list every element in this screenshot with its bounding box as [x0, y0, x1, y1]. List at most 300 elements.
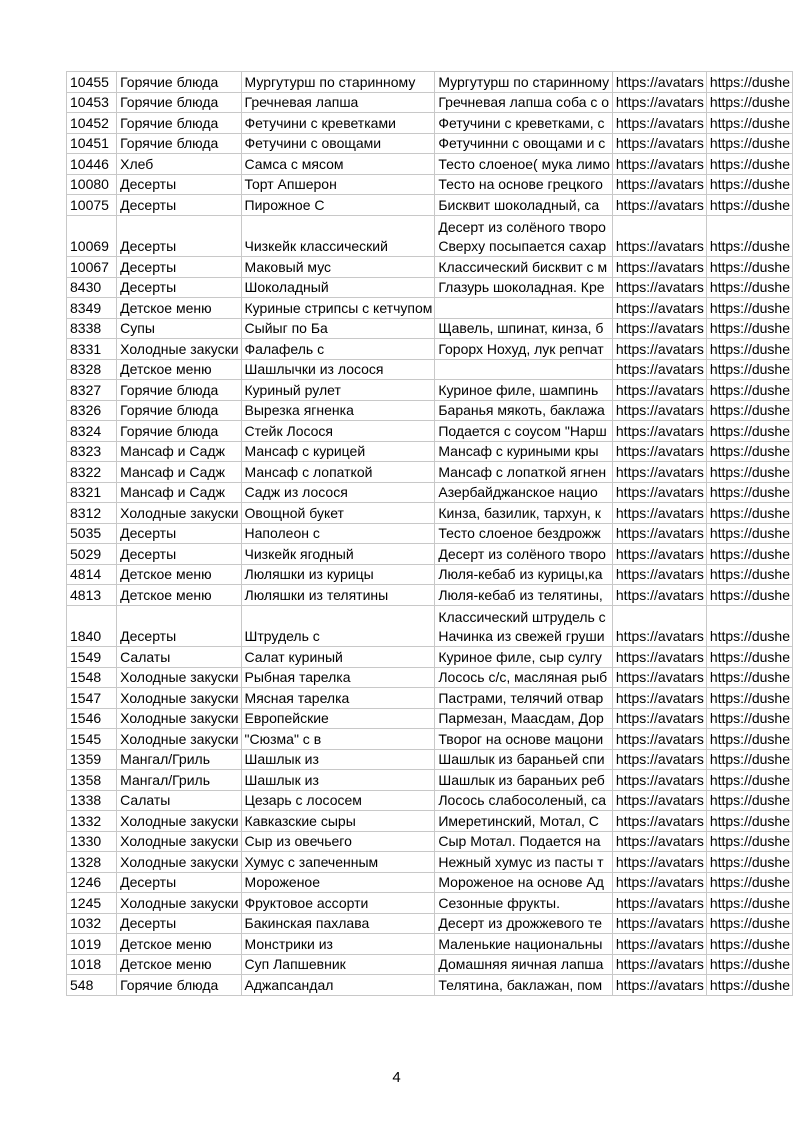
category-cell: Горячие блюда: [117, 380, 241, 401]
table-row: [67, 954, 793, 975]
table-row: [67, 339, 793, 360]
table-row: [67, 708, 793, 729]
link-url-cell: https://dushe: [706, 462, 792, 483]
item-id-cell: 8321: [67, 482, 117, 503]
item-id-cell: 8331: [67, 339, 117, 360]
category-cell: Детское меню: [117, 298, 241, 319]
item-id-cell: 8338: [67, 318, 117, 339]
item-id-cell: 1330: [67, 831, 117, 852]
dish-name-cell: Садж из лосося: [241, 482, 435, 503]
image-url-cell: https://avatars: [612, 647, 706, 668]
image-url-cell: https://avatars: [612, 523, 706, 544]
description-cell: Творог на основе мацони: [435, 729, 613, 750]
image-url-cell: https://avatars: [612, 257, 706, 278]
link-url-cell: https://dushe: [706, 790, 792, 811]
image-url-cell: https://avatars: [612, 893, 706, 914]
category-cell: Десерты: [117, 523, 241, 544]
description-cell: Горорх Нохуд, лук репчат: [435, 339, 613, 360]
table-row: [67, 277, 793, 298]
table-row: [67, 934, 793, 955]
link-url-cell: https://dushe: [706, 72, 792, 93]
image-url-cell: https://avatars: [612, 975, 706, 996]
category-cell: Десерты: [117, 195, 241, 216]
description-cell: Сезонные фрукты.: [435, 893, 613, 914]
item-id-cell: 8324: [67, 421, 117, 442]
category-cell: Детское меню: [117, 954, 241, 975]
table-row: [67, 729, 793, 750]
dish-name-cell: Фетучини с овощами: [241, 133, 435, 154]
image-url-cell: https://avatars: [612, 790, 706, 811]
item-id-cell: 10069: [67, 215, 117, 257]
description-cell: Азербайджанское нацио: [435, 482, 613, 503]
category-cell: Холодные закуски: [117, 831, 241, 852]
category-cell: Холодные закуски: [117, 729, 241, 750]
description-cell: Мансаф с куриными кры: [435, 441, 613, 462]
item-id-cell: 5029: [67, 544, 117, 565]
item-id-cell: 1328: [67, 852, 117, 873]
image-url-cell: https://avatars: [612, 277, 706, 298]
item-id-cell: 1359: [67, 749, 117, 770]
page-number: 4: [392, 1069, 401, 1086]
image-url-cell: https://avatars: [612, 811, 706, 832]
table-row: [67, 688, 793, 709]
link-url-cell: https://dushe: [706, 92, 792, 113]
category-cell: Холодные закуски: [117, 503, 241, 524]
table-row: [67, 359, 793, 380]
table-row: [67, 975, 793, 996]
category-cell: Салаты: [117, 790, 241, 811]
table-row: [67, 811, 793, 832]
link-url-cell: https://dushe: [706, 359, 792, 380]
link-url-cell: https://dushe: [706, 811, 792, 832]
table-row: [67, 421, 793, 442]
item-id-cell: 1549: [67, 647, 117, 668]
category-cell: Десерты: [117, 544, 241, 565]
dish-name-cell: Мургутурш по старинному: [241, 72, 435, 93]
link-url-cell: https://dushe: [706, 318, 792, 339]
dish-name-cell: Шоколадный: [241, 277, 435, 298]
category-cell: Холодные закуски: [117, 339, 241, 360]
dish-name-cell: Самса с мясом: [241, 154, 435, 175]
image-url-cell: https://avatars: [612, 503, 706, 524]
table-row: [67, 154, 793, 175]
item-id-cell: 8326: [67, 400, 117, 421]
table-row: [67, 749, 793, 770]
description-cell: [435, 298, 613, 319]
description-cell: Классический бисквит с м: [435, 257, 613, 278]
image-url-cell: https://avatars: [612, 708, 706, 729]
item-id-cell: 8327: [67, 380, 117, 401]
dish-name-cell: Чизкейк ягодный: [241, 544, 435, 565]
table-row: [67, 667, 793, 688]
link-url-cell: https://dushe: [706, 770, 792, 791]
table-row: [67, 215, 793, 257]
image-url-cell: https://avatars: [612, 667, 706, 688]
category-cell: Десерты: [117, 277, 241, 298]
cell-wrapped-line: Начинка из свежей груши: [438, 628, 605, 644]
category-cell: Горячие блюда: [117, 72, 241, 93]
image-url-cell: https://avatars: [612, 544, 706, 565]
category-cell: Детское меню: [117, 359, 241, 380]
dish-name-cell: Бакинская пахлава: [241, 913, 435, 934]
image-url-cell: https://avatars: [612, 441, 706, 462]
description-cell: Куриное филе, шампинь: [435, 380, 613, 401]
table-row: [67, 257, 793, 278]
link-url-cell: https://dushe: [706, 380, 792, 401]
image-url-cell: https://avatars: [612, 298, 706, 319]
link-url-cell: https://dushe: [706, 503, 792, 524]
dish-name-cell: Штрудель с: [241, 605, 435, 647]
description-cell: Домашняя яичная лапша: [435, 954, 613, 975]
link-url-cell: https://dushe: [706, 749, 792, 770]
category-cell: Мангал/Гриль: [117, 749, 241, 770]
dish-name-cell: Мясная тарелка: [241, 688, 435, 709]
category-cell: Супы: [117, 318, 241, 339]
link-url-cell: https://dushe: [706, 585, 792, 606]
table-row: [67, 893, 793, 914]
table-row: [67, 852, 793, 873]
table-row: [67, 544, 793, 565]
category-cell: Десерты: [117, 257, 241, 278]
item-id-cell: 4814: [67, 564, 117, 585]
spreadsheet-body: [67, 72, 793, 996]
description-cell: Тесто слоеное( мука лимо: [435, 154, 613, 175]
category-cell: Горячие блюда: [117, 421, 241, 442]
dish-name-cell: Фалафель с: [241, 339, 435, 360]
category-cell: Десерты: [117, 872, 241, 893]
item-id-cell: 8349: [67, 298, 117, 319]
item-id-cell: 8312: [67, 503, 117, 524]
item-id-cell: 10067: [67, 257, 117, 278]
table-row: [67, 195, 793, 216]
image-url-cell: https://avatars: [612, 688, 706, 709]
description-cell: Телятина, баклажан, пом: [435, 975, 613, 996]
dish-name-cell: Наполеон с: [241, 523, 435, 544]
link-url-cell: https://dushe: [706, 934, 792, 955]
item-id-cell: 10453: [67, 92, 117, 113]
category-cell: Горячие блюда: [117, 92, 241, 113]
table-row: [67, 92, 793, 113]
category-cell: Десерты: [117, 174, 241, 195]
item-id-cell: 1840: [67, 605, 117, 647]
link-url-cell: https://dushe: [706, 913, 792, 934]
description-cell: Кинза, базилик, тархун, к: [435, 503, 613, 524]
table-row: [67, 605, 793, 647]
category-cell: Горячие блюда: [117, 133, 241, 154]
cell-wrapped-line: Десерт из солёного творо: [438, 219, 606, 235]
description-cell: Маленькие национальны: [435, 934, 613, 955]
link-url-cell: https://dushe: [706, 605, 792, 647]
dish-name-cell: Шашлычки из лосося: [241, 359, 435, 380]
category-cell: Детское меню: [117, 585, 241, 606]
description-cell: Пастрами, телячий отвар: [435, 688, 613, 709]
link-url-cell: https://dushe: [706, 215, 792, 257]
link-url-cell: https://dushe: [706, 174, 792, 195]
item-id-cell: 1546: [67, 708, 117, 729]
link-url-cell: https://dushe: [706, 975, 792, 996]
item-id-cell: 10075: [67, 195, 117, 216]
image-url-cell: https://avatars: [612, 380, 706, 401]
table-row: [67, 564, 793, 585]
dish-name-cell: Салат куриный: [241, 647, 435, 668]
table-row: [67, 72, 793, 93]
table-row: [67, 503, 793, 524]
link-url-cell: https://dushe: [706, 564, 792, 585]
link-url-cell: https://dushe: [706, 893, 792, 914]
dish-name-cell: Вырезка ягненка: [241, 400, 435, 421]
image-url-cell: https://avatars: [612, 934, 706, 955]
image-url-cell: https://avatars: [612, 913, 706, 934]
category-cell: Мангал/Гриль: [117, 770, 241, 791]
table-row: [67, 400, 793, 421]
image-url-cell: https://avatars: [612, 852, 706, 873]
dish-name-cell: Европейские: [241, 708, 435, 729]
category-cell: Детское меню: [117, 564, 241, 585]
description-cell: [435, 215, 613, 257]
category-cell: Десерты: [117, 605, 241, 647]
description-cell: Десерт из дрожжевого те: [435, 913, 613, 934]
link-url-cell: https://dushe: [706, 441, 792, 462]
link-url-cell: https://dushe: [706, 195, 792, 216]
item-id-cell: 10455: [67, 72, 117, 93]
image-url-cell: https://avatars: [612, 174, 706, 195]
item-id-cell: 8430: [67, 277, 117, 298]
table-row: [67, 133, 793, 154]
item-id-cell: 4813: [67, 585, 117, 606]
description-cell: Шашлык из бараньих реб: [435, 770, 613, 791]
table-row: [67, 770, 793, 791]
category-cell: Салаты: [117, 647, 241, 668]
dish-name-cell: Чизкейк классический: [241, 215, 435, 257]
item-id-cell: 1548: [67, 667, 117, 688]
link-url-cell: https://dushe: [706, 339, 792, 360]
link-url-cell: https://dushe: [706, 257, 792, 278]
description-cell: Лосось с/с, масляная рыб: [435, 667, 613, 688]
link-url-cell: https://dushe: [706, 421, 792, 442]
item-id-cell: 10446: [67, 154, 117, 175]
image-url-cell: https://avatars: [612, 462, 706, 483]
link-url-cell: https://dushe: [706, 113, 792, 134]
description-cell: Глазурь шоколадная. Кре: [435, 277, 613, 298]
item-id-cell: 10451: [67, 133, 117, 154]
image-url-cell: https://avatars: [612, 770, 706, 791]
image-url-cell: https://avatars: [612, 831, 706, 852]
category-cell: Горячие блюда: [117, 975, 241, 996]
item-id-cell: 1547: [67, 688, 117, 709]
link-url-cell: https://dushe: [706, 482, 792, 503]
description-cell: Гречневая лапша соба с о: [435, 92, 613, 113]
table-row: [67, 585, 793, 606]
category-cell: Холодные закуски: [117, 852, 241, 873]
dish-name-cell: Цезарь с лососем: [241, 790, 435, 811]
description-cell: Пармезан, Маасдам, Дор: [435, 708, 613, 729]
dish-name-cell: Монстрики из: [241, 934, 435, 955]
table-row: [67, 482, 793, 503]
item-id-cell: 10080: [67, 174, 117, 195]
dish-name-cell: Хумус с запеченным: [241, 852, 435, 873]
description-cell: Лосось слабосоленый, са: [435, 790, 613, 811]
dish-name-cell: Маковый мус: [241, 257, 435, 278]
dish-name-cell: Шашлык из: [241, 770, 435, 791]
item-id-cell: 10452: [67, 113, 117, 134]
item-id-cell: 1245: [67, 893, 117, 914]
cell-wrapped-line: Классический штрудель с: [438, 609, 606, 625]
description-cell: Куриное филе, сыр сулгу: [435, 647, 613, 668]
table-row: [67, 872, 793, 893]
dish-name-cell: Стейк Лосося: [241, 421, 435, 442]
table-row: [67, 380, 793, 401]
item-id-cell: 1018: [67, 954, 117, 975]
item-id-cell: 1545: [67, 729, 117, 750]
item-id-cell: 1246: [67, 872, 117, 893]
image-url-cell: https://avatars: [612, 72, 706, 93]
table-row: [67, 441, 793, 462]
table-row: [67, 298, 793, 319]
image-url-cell: https://avatars: [612, 133, 706, 154]
table-row: [67, 647, 793, 668]
link-url-cell: https://dushe: [706, 688, 792, 709]
image-url-cell: https://avatars: [612, 749, 706, 770]
image-url-cell: https://avatars: [612, 585, 706, 606]
description-cell: Тесто на основе грецкого: [435, 174, 613, 195]
image-url-cell: https://avatars: [612, 359, 706, 380]
description-cell: [435, 359, 613, 380]
image-url-cell: https://avatars: [612, 564, 706, 585]
description-cell: Фетучини с креветками, с: [435, 113, 613, 134]
table-row: [67, 462, 793, 483]
item-id-cell: 1332: [67, 811, 117, 832]
image-url-cell: https://avatars: [612, 872, 706, 893]
dish-name-cell: Фруктовое ассорти: [241, 893, 435, 914]
link-url-cell: https://dushe: [706, 729, 792, 750]
dish-name-cell: Шашлык из: [241, 749, 435, 770]
link-url-cell: https://dushe: [706, 708, 792, 729]
link-url-cell: https://dushe: [706, 133, 792, 154]
description-cell: [435, 605, 613, 647]
item-id-cell: 5035: [67, 523, 117, 544]
category-cell: Холодные закуски: [117, 893, 241, 914]
link-url-cell: https://dushe: [706, 954, 792, 975]
dish-name-cell: Мансаф с лопаткой: [241, 462, 435, 483]
dish-name-cell: Овощной букет: [241, 503, 435, 524]
item-id-cell: 8323: [67, 441, 117, 462]
description-cell: Тесто слоеное бездрожж: [435, 523, 613, 544]
image-url-cell: https://avatars: [612, 729, 706, 750]
image-url-cell: https://avatars: [612, 954, 706, 975]
image-url-cell: https://avatars: [612, 92, 706, 113]
description-cell: Подается с соусом "Нарш: [435, 421, 613, 442]
link-url-cell: https://dushe: [706, 400, 792, 421]
description-cell: Мансаф с лопаткой ягнен: [435, 462, 613, 483]
table-row: [67, 174, 793, 195]
dish-name-cell: Кавказские сыры: [241, 811, 435, 832]
dish-name-cell: Сыйыг по Ба: [241, 318, 435, 339]
table-row: [67, 523, 793, 544]
dish-name-cell: Сыр из овечьего: [241, 831, 435, 852]
category-cell: Мансаф и Садж: [117, 462, 241, 483]
image-url-cell: https://avatars: [612, 400, 706, 421]
description-cell: Баранья мякоть, баклажа: [435, 400, 613, 421]
category-cell: Детское меню: [117, 934, 241, 955]
dish-name-cell: Люляшки из курицы: [241, 564, 435, 585]
image-url-cell: https://avatars: [612, 318, 706, 339]
link-url-cell: https://dushe: [706, 298, 792, 319]
dish-name-cell: Люляшки из телятины: [241, 585, 435, 606]
description-cell: Нежный хумус из пасты т: [435, 852, 613, 873]
description-cell: Мороженое на основе Ад: [435, 872, 613, 893]
dish-name-cell: Мансаф с курицей: [241, 441, 435, 462]
image-url-cell: https://avatars: [612, 154, 706, 175]
image-url-cell: https://avatars: [612, 215, 706, 257]
image-url-cell: https://avatars: [612, 113, 706, 134]
category-cell: Десерты: [117, 215, 241, 257]
table-row: [67, 831, 793, 852]
link-url-cell: https://dushe: [706, 544, 792, 565]
dish-name-cell: Торт Апшерон: [241, 174, 435, 195]
category-cell: Мансаф и Садж: [117, 441, 241, 462]
description-cell: Бисквит шоколадный, са: [435, 195, 613, 216]
dish-name-cell: Мороженое: [241, 872, 435, 893]
description-cell: Люля-кебаб из телятины,: [435, 585, 613, 606]
dish-name-cell: Гречневая лапша: [241, 92, 435, 113]
cell-wrapped-line: Сверху посыпается сахар: [438, 238, 607, 254]
category-cell: Горячие блюда: [117, 113, 241, 134]
link-url-cell: https://dushe: [706, 667, 792, 688]
link-url-cell: https://dushe: [706, 647, 792, 668]
image-url-cell: https://avatars: [612, 339, 706, 360]
dish-name-cell: "Сюзма" с в: [241, 729, 435, 750]
description-cell: Шашлык из бараньей спи: [435, 749, 613, 770]
item-id-cell: 548: [67, 975, 117, 996]
link-url-cell: https://dushe: [706, 872, 792, 893]
link-url-cell: https://dushe: [706, 852, 792, 873]
category-cell: Холодные закуски: [117, 667, 241, 688]
item-id-cell: 8322: [67, 462, 117, 483]
table-row: [67, 790, 793, 811]
dish-name-cell: Пирожное С: [241, 195, 435, 216]
description-cell: Десерт из солёного творо: [435, 544, 613, 565]
description-cell: Сыр Мотал. Подается на: [435, 831, 613, 852]
dish-name-cell: Куриные стрипсы с кетчупом: [241, 298, 435, 319]
item-id-cell: 1338: [67, 790, 117, 811]
item-id-cell: 1019: [67, 934, 117, 955]
category-cell: Холодные закуски: [117, 688, 241, 709]
item-id-cell: 8328: [67, 359, 117, 380]
image-url-cell: https://avatars: [612, 195, 706, 216]
category-cell: Холодные закуски: [117, 811, 241, 832]
link-url-cell: https://dushe: [706, 154, 792, 175]
category-cell: Холодные закуски: [117, 708, 241, 729]
dish-name-cell: Рыбная тарелка: [241, 667, 435, 688]
dish-name-cell: Фетучини с креветками: [241, 113, 435, 134]
category-cell: Мансаф и Садж: [117, 482, 241, 503]
link-url-cell: https://dushe: [706, 277, 792, 298]
dish-name-cell: Аджапсандал: [241, 975, 435, 996]
table-row: [67, 913, 793, 934]
category-cell: Десерты: [117, 913, 241, 934]
item-id-cell: 1358: [67, 770, 117, 791]
description-cell: Имеретинский, Мотал, С: [435, 811, 613, 832]
description-cell: Щавель, шпинат, кинза, б: [435, 318, 613, 339]
image-url-cell: https://avatars: [612, 421, 706, 442]
description-cell: Мургутурш по старинному: [435, 72, 613, 93]
link-url-cell: https://dushe: [706, 523, 792, 544]
image-url-cell: https://avatars: [612, 482, 706, 503]
description-cell: Люля-кебаб из курицы,ка: [435, 564, 613, 585]
table-row: [67, 113, 793, 134]
link-url-cell: https://dushe: [706, 831, 792, 852]
table-row: [67, 318, 793, 339]
